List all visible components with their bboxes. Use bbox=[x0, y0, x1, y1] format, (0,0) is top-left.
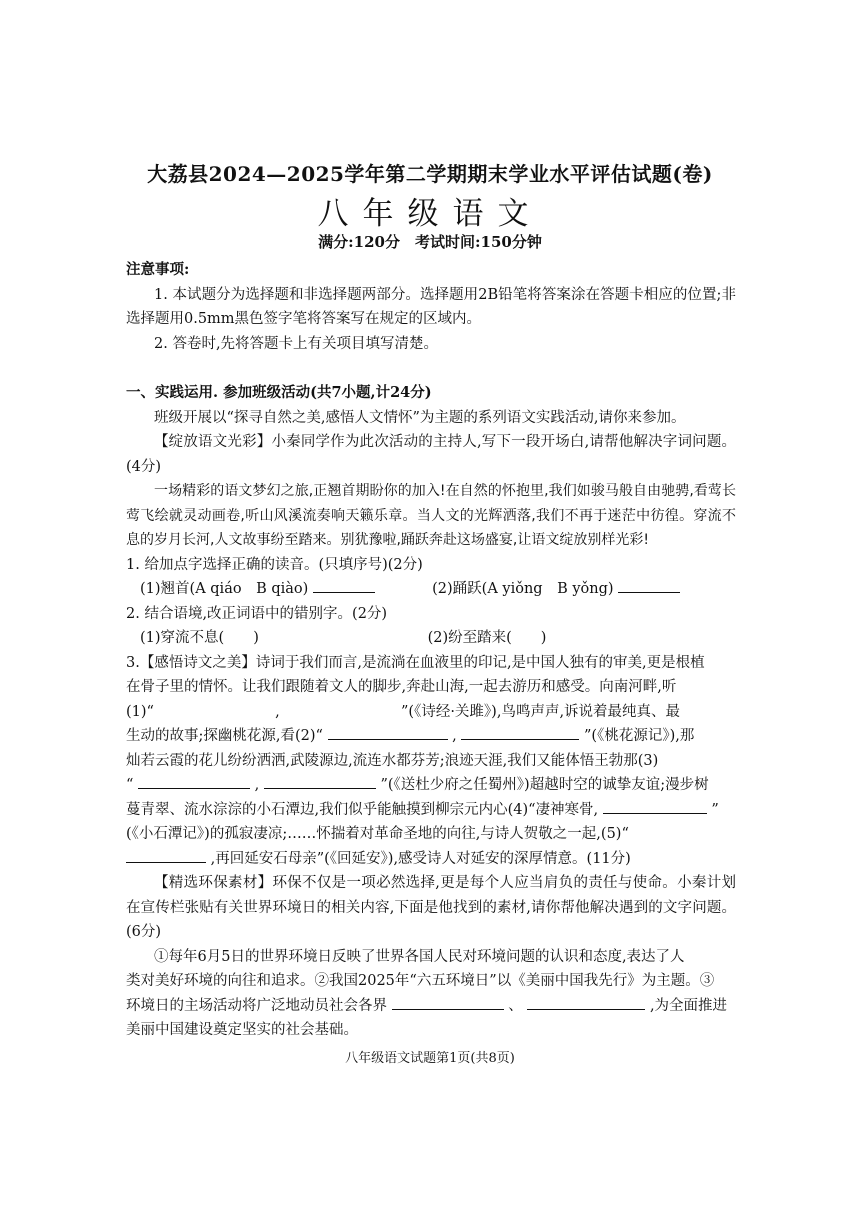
question-2: 2. 结合语境,改正词语中的错别字。(2分) bbox=[126, 605, 388, 622]
exam-meta: 满分:120分 考试时间:150分钟 bbox=[318, 233, 542, 251]
text: ,再回延安石母亲”(《回延安》),感受诗人对延安的深厚情意。(11分) bbox=[210, 850, 631, 867]
poem-blank[interactable] bbox=[284, 702, 396, 716]
quote-close: ” bbox=[711, 801, 719, 818]
env-blank[interactable] bbox=[392, 995, 504, 1010]
env-line bbox=[126, 994, 736, 1019]
exam-title: 大荔县2024—2025学年第二学期期末学业水平评估试题(卷) bbox=[147, 162, 713, 186]
text: 生动的故事;探幽桃花源,看(2)“ bbox=[126, 728, 323, 744]
env-line: ①每年6月5日的世界环境日反映了世界各国人民对环境问题的认识和态度,表达了人 bbox=[154, 948, 685, 965]
poem-blank[interactable] bbox=[138, 774, 250, 789]
section-practice bbox=[126, 381, 736, 1043]
env-line: 美丽中国建设奠定坚实的社会基础。 bbox=[126, 1022, 358, 1038]
question-3-line bbox=[126, 773, 736, 798]
exam-subject: 八年级语文 bbox=[317, 196, 543, 232]
text: 环境日的主场活动将广泛地动员社会各界 bbox=[126, 997, 387, 1014]
question-3-line: 灿若云霞的花儿纷纷洒洒,武陵源边,流连水都芬芳;浪迹天涯,我们又能体悟王勃那(3) bbox=[126, 752, 659, 769]
notice-item: 1. 本试题分为选择题和非选择题两部分。选择题用2B铅笔将答案涂在答题卡相应的位置;非选择题用0.5mm黑色签字笔将答案写在规定的区域内。 bbox=[126, 286, 736, 327]
question-3-line bbox=[126, 724, 736, 749]
poem-blank[interactable] bbox=[264, 774, 376, 789]
question-2-options bbox=[126, 626, 736, 651]
poem-blank[interactable] bbox=[328, 725, 448, 740]
question-1-options bbox=[126, 577, 736, 602]
poem-blank[interactable] bbox=[603, 799, 707, 814]
env-line: 类对美好环境的向往和追求。②我国2025年“六五环境日”以《美丽中国我先行》为主题。③ bbox=[126, 973, 715, 989]
quote-open: “ bbox=[126, 777, 134, 793]
q2-item-a[interactable]: (1)穿流不息( ) bbox=[140, 630, 259, 646]
question-1: 1. 给加点字选择正确的读音。(只填序号)(2分) bbox=[126, 556, 423, 573]
text: ,为全面推进 bbox=[649, 997, 728, 1014]
q1-answer-blank[interactable] bbox=[313, 578, 375, 593]
q2-item-b[interactable]: (2)纷至踏来( ) bbox=[427, 630, 547, 646]
task-intro: 【绽放语文光彩】小秦同学作为此次活动的主持人,写下一段开场白,请帮他解决字词问题。(4分) bbox=[126, 434, 736, 475]
quote-close: ”(《诗经·关雎》),鸟鸣声声,诉说着最纯真、最 bbox=[401, 703, 681, 720]
task-intro: 【精选环保素材】环保不仅是一项必然选择,更是每个人应当肩负的责任与使命。小秦计划在宣传栏张贴有关世界环境日的相关内容,下面是他找到的素材,请你帮他解决遇到的文字问题。(6分) bbox=[126, 875, 736, 940]
notice-section bbox=[126, 258, 736, 356]
q1-option-a: (1)翘首(A qiáo B qiào) bbox=[140, 581, 309, 597]
question-3-line: 3.【感悟诗文之美】诗词于我们而言,是流淌在血液里的印记,是中国人独有的审美,更是根植 bbox=[126, 654, 705, 671]
notice-item: 2. 答卷时,先将答题卡上有关项目填写清楚。 bbox=[154, 335, 439, 352]
text: ”(《送杜少府之任蜀州》)超越时空的诚挚友谊;漫步树 bbox=[380, 777, 709, 793]
comma: , bbox=[452, 728, 457, 744]
poem-blank[interactable] bbox=[159, 702, 271, 716]
quote-open: (1)“ bbox=[126, 703, 154, 720]
env-blank[interactable] bbox=[527, 995, 645, 1010]
question-3-line bbox=[126, 847, 736, 872]
text: ”(《桃花源记》),那 bbox=[584, 728, 695, 744]
section-heading: 一、实践运用. 参加班级活动(共7小题,计24分) bbox=[126, 384, 432, 401]
opening-passage: 一场精彩的语文梦幻之旅,正翘首期盼你的加入!在自然的怀抱里,我们如骏马般自由驰骋,看莺长莺飞绘就灵动画卷,听山风溪流奏响天籁乐章。当人文的光辉洒落,我们不再于迷茫中彷徨。穿流不息的岁月长河,人文故事纷至踏来。别犹豫啦,踊跃奔赴这场盛宴,让语文绽放别样光彩! bbox=[126, 483, 736, 548]
poem-blank[interactable] bbox=[126, 848, 206, 863]
question-3-line bbox=[126, 798, 736, 823]
notice-label: 注意事项: bbox=[126, 261, 190, 278]
text: 、 bbox=[508, 997, 523, 1014]
comma: , bbox=[275, 703, 280, 720]
section-intro: 班级开展以“探寻自然之美,感悟人文情怀”为主题的系列语文实践活动,请你来参加。 bbox=[154, 409, 686, 426]
q1-option-b: (2)踊跃(A yiǒng B yǒng) bbox=[432, 581, 614, 597]
poem-blank[interactable] bbox=[461, 725, 579, 740]
q1-answer-blank[interactable] bbox=[618, 578, 680, 593]
question-3-line: (《小石潭记》)的孤寂凄凉;……怀揣着对革命圣地的向往,与诗人贺敬之一起,(5)“ bbox=[126, 826, 629, 842]
comma: , bbox=[254, 777, 260, 793]
page-footer: 八年级语文试题第1页(共8页) bbox=[345, 1051, 515, 1066]
question-3-line bbox=[126, 700, 736, 725]
question-3-line: 在骨子里的情怀。让我们跟随着文人的脚步,奔赴山海,一起去游历和感受。向南河畔,听 bbox=[126, 679, 677, 695]
text: 蔓青翠、流水淙淙的小石潭边,我们似乎能触摸到柳宗元内心(4)“凄神寒骨, bbox=[126, 801, 599, 818]
